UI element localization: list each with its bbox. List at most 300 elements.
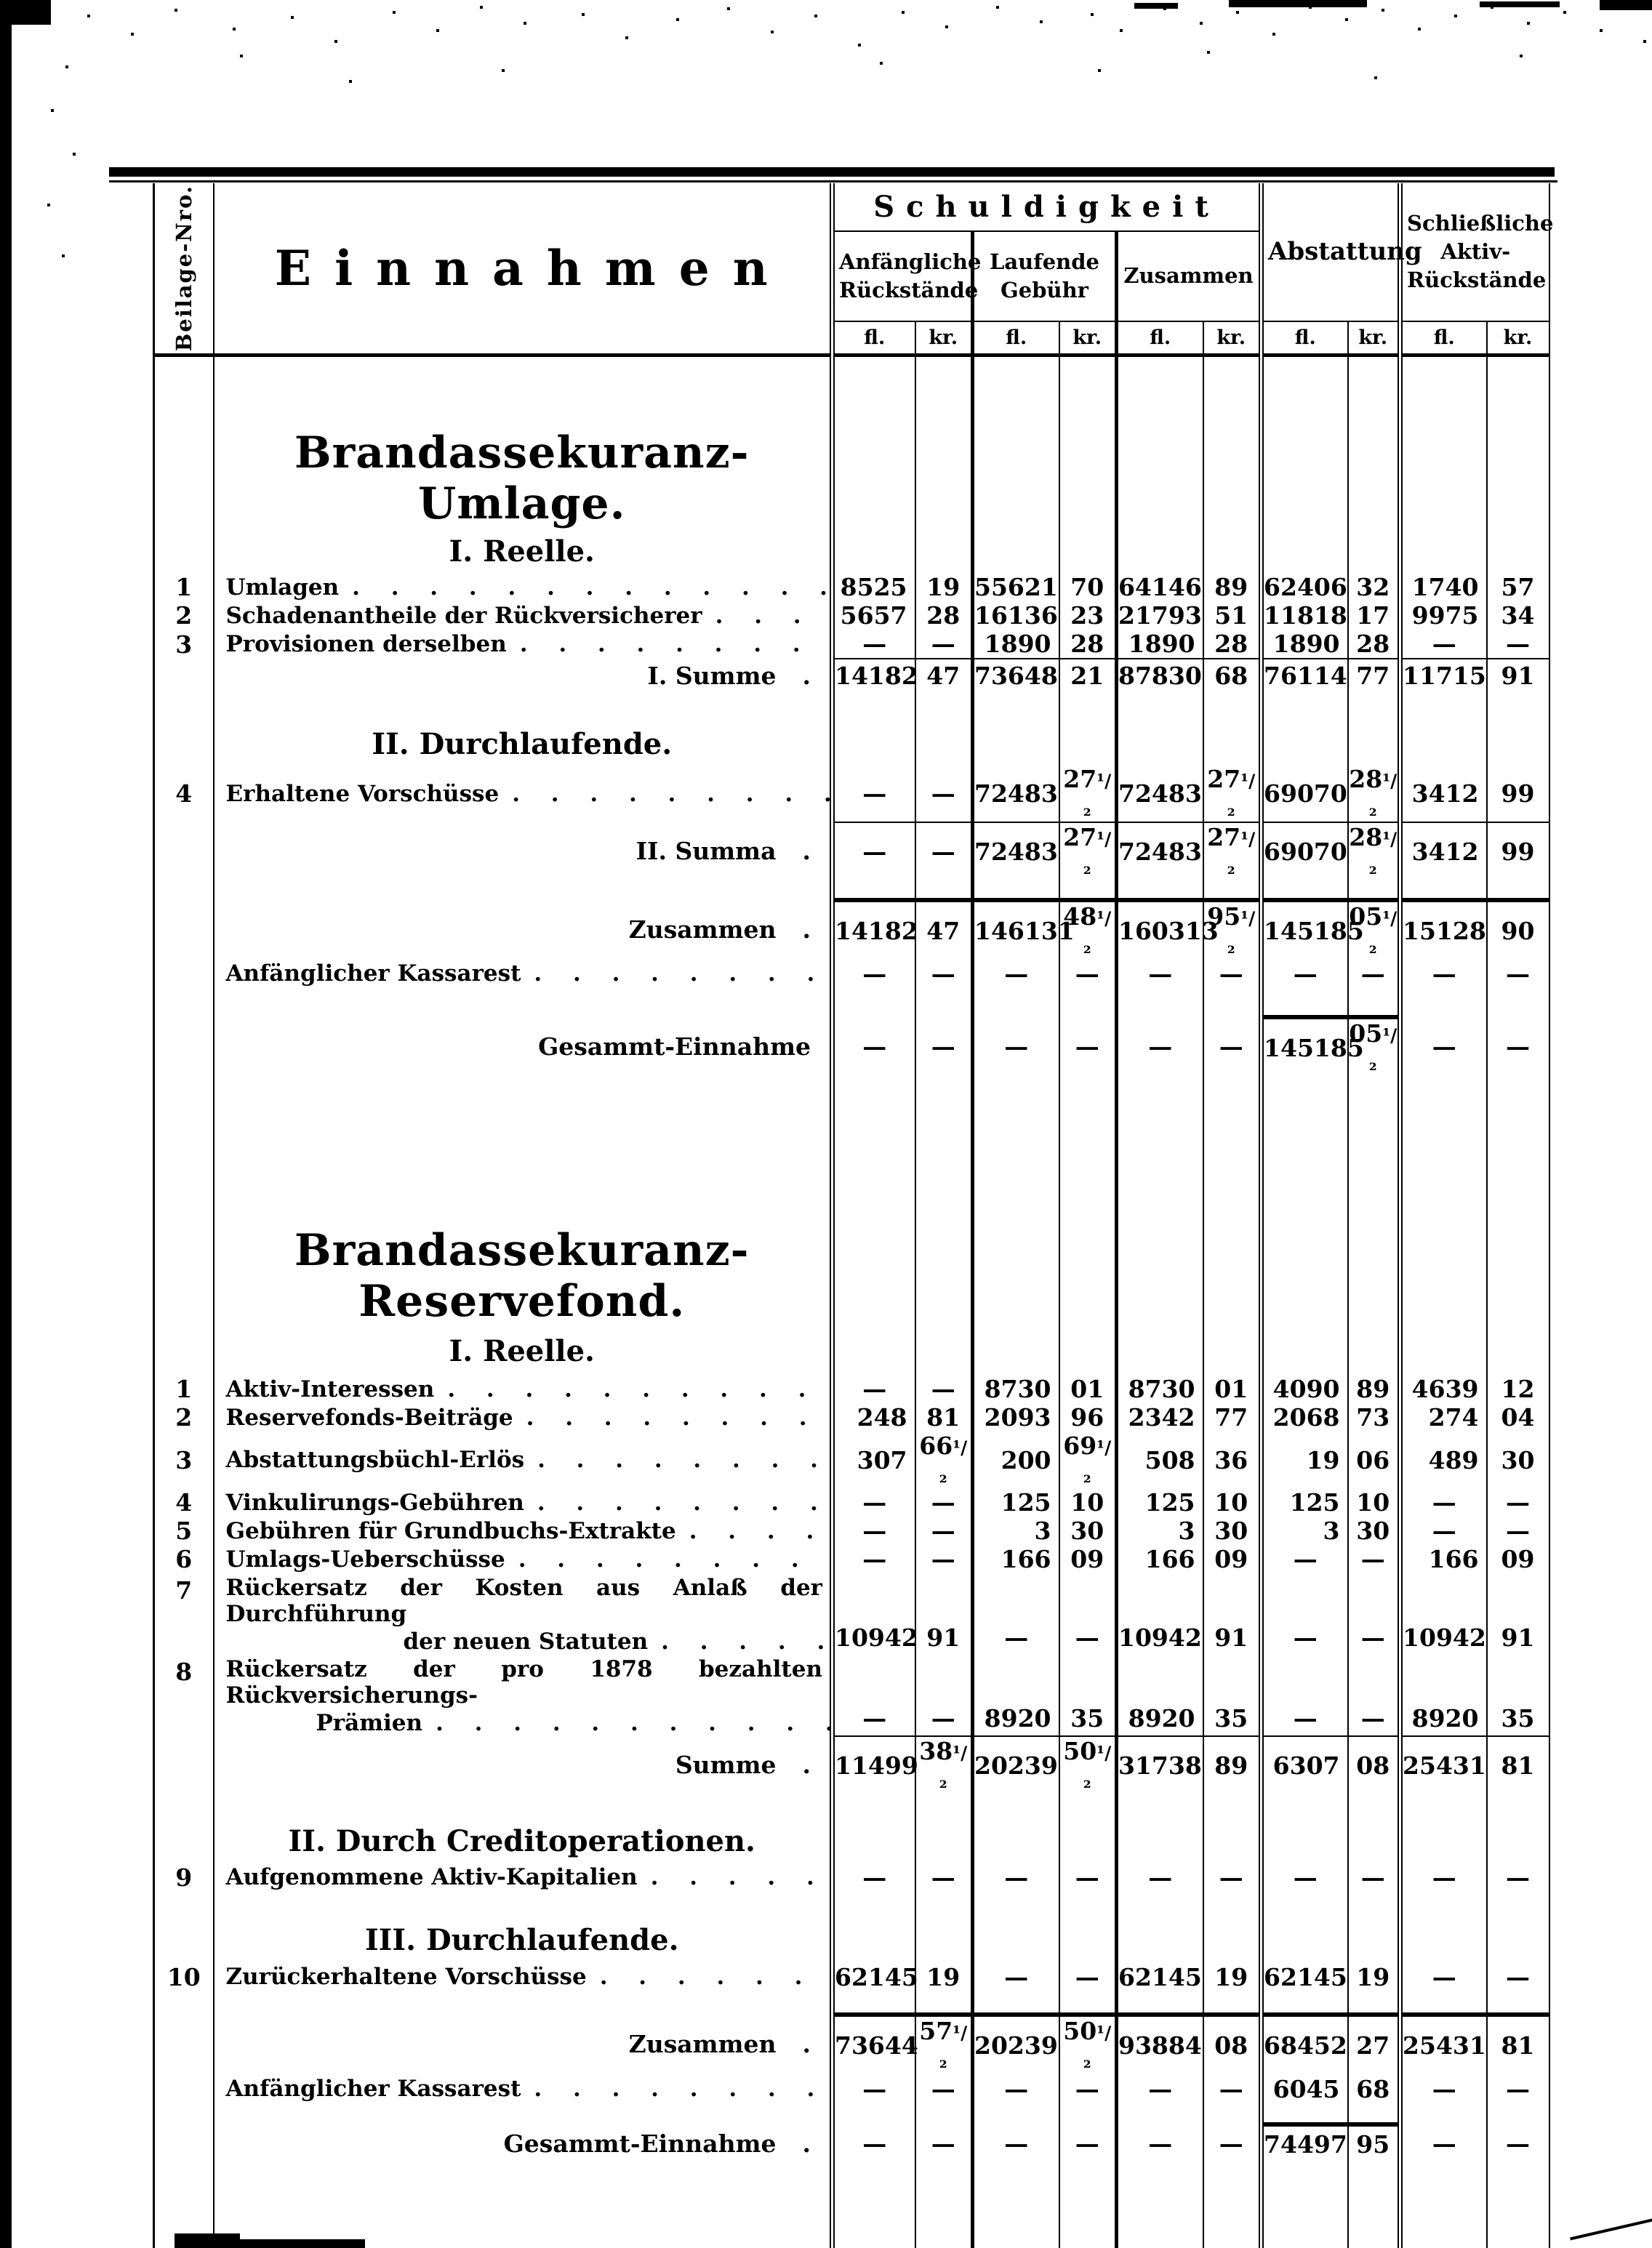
amount-kr: — — [1487, 2124, 1549, 2162]
amount-kr: 36 — [1203, 1432, 1262, 1488]
item-number — [154, 1076, 214, 1225]
amount-kr — [1203, 1892, 1262, 1919]
amount-kr — [1487, 2162, 1549, 2248]
amount-fl: 166 — [1117, 1545, 1203, 1573]
amount-fl: — — [1262, 1545, 1348, 1573]
spacer-row — [154, 1993, 1549, 2015]
amount-kr: — — [915, 1375, 973, 1403]
amount-fl — [833, 1794, 915, 1820]
table-row — [154, 2074, 1549, 2104]
amount-fl: 20239 — [973, 2015, 1059, 2074]
amount-kr — [1203, 1993, 1262, 2015]
amount-kr: 06 — [1348, 1432, 1400, 1488]
leader-dots — [521, 960, 830, 987]
item-label: Erhaltene Vorschüsse . . . — [214, 765, 833, 822]
amount-kr: 09 — [1487, 1545, 1549, 1573]
amount-kr: 38¹/₂ — [915, 1736, 973, 1794]
amount-kr: 47 — [915, 900, 973, 959]
amount-fl — [1262, 1993, 1348, 2015]
amount-kr: 27 — [1348, 2015, 1400, 2074]
amount-fl — [833, 1820, 915, 1862]
amount-fl: 14182 — [833, 900, 915, 959]
amount-fl — [833, 988, 915, 1017]
amount-fl: 20239 — [973, 1736, 1059, 1794]
item-label: Abstattungsbüchl-Erlös . . . — [214, 1432, 833, 1488]
leader-dots — [524, 1490, 830, 1516]
amount-kr: — — [1059, 1961, 1117, 1993]
amount-fl: 307 — [833, 1432, 915, 1488]
amount-kr: 30 — [1203, 1517, 1262, 1545]
amount-kr — [915, 1892, 973, 1919]
amount-fl — [833, 529, 915, 573]
amount-fl: 3 — [1262, 1517, 1348, 1545]
table-row — [154, 1862, 1549, 1892]
table-row — [154, 1655, 1549, 1736]
amount-fl: 8920 — [1117, 1655, 1203, 1736]
scan-blob-topleft — [0, 0, 51, 25]
amount-fl: 1890 — [1262, 630, 1348, 659]
amount-kr: — — [915, 630, 973, 659]
amount-fl — [1262, 723, 1348, 765]
amount-fl: 2093 — [973, 1403, 1059, 1432]
amount-kr: 30 — [1487, 1432, 1549, 1488]
amount-kr — [1059, 988, 1117, 1017]
amount-fl: — — [1262, 1655, 1348, 1736]
amount-fl: 9975 — [1400, 601, 1487, 630]
amount-fl: 87830 — [1117, 659, 1203, 692]
amount-kr: — — [1487, 959, 1549, 988]
unit-fl-header: fl. — [1262, 321, 1348, 355]
amount-fl — [1400, 880, 1487, 900]
amount-kr: 35 — [1203, 1655, 1262, 1736]
amount-kr — [1348, 2162, 1400, 2248]
amount-fl — [1117, 723, 1203, 765]
amount-kr: 90 — [1487, 900, 1549, 959]
amount-kr: 27¹/₂ — [1059, 822, 1117, 880]
amount-fl: 1890 — [1117, 630, 1203, 659]
amount-kr: 51 — [1203, 601, 1262, 630]
amount-kr: 27¹/₂ — [1203, 822, 1262, 880]
amount-fl: 19 — [1262, 1432, 1348, 1488]
spacer-row — [154, 355, 1549, 427]
amount-fl — [1262, 1919, 1348, 1961]
amount-fl: 21793 — [1117, 601, 1203, 630]
amount-kr: 30 — [1059, 1517, 1117, 1545]
scan-edge-left — [0, 0, 12, 2248]
amount-fl: — — [1400, 630, 1487, 659]
amount-kr: 08 — [1348, 1736, 1400, 1794]
amount-fl: — — [1400, 1488, 1487, 1517]
amount-kr — [1059, 427, 1117, 529]
amount-kr: 21 — [1059, 659, 1117, 692]
amount-fl — [1117, 1076, 1203, 1225]
amount-fl: 1890 — [973, 630, 1059, 659]
amount-kr — [1348, 1327, 1400, 1375]
item-number: 1 — [154, 573, 214, 601]
amount-kr: 01 — [1059, 1375, 1117, 1403]
amount-fl: 76114 — [1262, 659, 1348, 692]
item-number: 4 — [154, 1488, 214, 1517]
amount-kr: 89 — [1203, 573, 1262, 601]
item-label: Zurückerhaltene Vorschüsse . . . — [214, 1961, 833, 1993]
amount-fl: — — [1400, 1017, 1487, 1076]
amount-fl: 25431 — [1400, 2015, 1487, 2074]
amount-fl — [1400, 1076, 1487, 1225]
amount-fl: 1740 — [1400, 573, 1487, 601]
amount-fl — [1117, 1892, 1203, 1919]
abstattung-header: Abstattung — [1262, 183, 1400, 321]
amount-kr — [915, 2162, 973, 2248]
amount-kr — [1059, 1919, 1117, 1961]
amount-fl — [833, 2104, 915, 2124]
table-row — [154, 1488, 1549, 1517]
amount-fl: — — [833, 2074, 915, 2104]
item-number — [154, 1327, 214, 1375]
amount-fl: 74497 — [1262, 2124, 1348, 2162]
amount-fl: 200 — [973, 1432, 1059, 1488]
amount-fl: — — [833, 1862, 915, 1892]
item-number: 7 — [154, 1573, 214, 1655]
item-number — [154, 988, 214, 1017]
table-body — [154, 355, 1549, 2248]
amount-fl — [1262, 1820, 1348, 1862]
table-row — [154, 2015, 1549, 2074]
table-row — [154, 900, 1549, 959]
amount-kr: 28¹/₂ — [1348, 822, 1400, 880]
amount-kr: 77 — [1348, 659, 1400, 692]
amount-fl: 274 — [1400, 1403, 1487, 1432]
item-label: Anfänglicher Kassarest . . . — [214, 959, 833, 988]
amount-fl: 14182 — [833, 659, 915, 692]
amount-fl — [973, 1327, 1059, 1375]
amount-fl: 4639 — [1400, 1375, 1487, 1403]
amount-kr: 81 — [915, 1403, 973, 1432]
amount-kr: 89 — [1203, 1736, 1262, 1794]
amount-fl: 6045 — [1262, 2074, 1348, 2104]
sum-label: Zusammen . — [214, 2015, 833, 2074]
leader-dots — [422, 1710, 830, 1736]
amount-kr — [1487, 529, 1549, 573]
amount-fl: — — [1117, 1017, 1203, 1076]
spacer-row — [154, 880, 1549, 900]
leader-dots — [702, 603, 830, 629]
amount-fl: 248 — [833, 1403, 915, 1432]
amount-kr — [1203, 427, 1262, 529]
item-number — [154, 2074, 214, 2104]
item-label: Umlags-Ueberschüsse . . . — [214, 1545, 833, 1573]
table-row — [154, 1736, 1549, 1794]
item-label: Reservefonds-Beiträge . . . — [214, 1403, 833, 1432]
spacer-row — [154, 692, 1549, 723]
amount-fl — [1262, 529, 1348, 573]
spacer-row — [154, 1076, 1549, 1225]
amount-kr: 50¹/₂ — [1059, 2015, 1117, 2074]
amount-fl — [1262, 1225, 1348, 1327]
leader-dots — [339, 574, 830, 601]
scan-smudge-top-4 — [1134, 3, 1178, 9]
amount-fl: 10942 — [1400, 1573, 1487, 1655]
amount-kr: 01 — [1203, 1375, 1262, 1403]
amount-kr — [915, 1225, 973, 1327]
amount-kr: 10 — [1059, 1488, 1117, 1517]
amount-fl: 69070 — [1262, 765, 1348, 822]
item-label: Provisionen derselben . . . — [214, 630, 833, 659]
amount-fl — [973, 880, 1059, 900]
amount-kr — [1487, 1076, 1549, 1225]
amount-fl: — — [1400, 1862, 1487, 1892]
amount-fl: 72483 — [1117, 822, 1203, 880]
amount-fl — [833, 1919, 915, 1961]
amount-fl: 3412 — [1400, 822, 1487, 880]
amount-kr: — — [915, 1545, 973, 1573]
amount-kr: — — [915, 822, 973, 880]
item-number — [154, 427, 214, 529]
amount-kr — [1203, 529, 1262, 573]
amount-kr: 47 — [915, 659, 973, 692]
amount-kr: 68 — [1348, 2074, 1400, 2104]
amount-kr: 27¹/₂ — [1059, 765, 1117, 822]
item-label: Umlagen . . . — [214, 573, 833, 601]
amount-fl — [1400, 1993, 1487, 2015]
amount-kr: 91 — [1487, 659, 1549, 692]
table-row — [154, 1017, 1549, 1076]
amount-kr — [915, 1327, 973, 1375]
amount-kr — [1348, 1892, 1400, 1919]
amount-kr — [1059, 1794, 1117, 1820]
amount-fl: 62145 — [1117, 1961, 1203, 1993]
amount-kr — [915, 988, 973, 1017]
amount-kr — [1487, 427, 1549, 529]
amount-kr: 91 — [1203, 1573, 1262, 1655]
amount-fl — [1117, 1794, 1203, 1820]
scan-speckles — [0, 0, 3, 3]
amount-fl: — — [1117, 2124, 1203, 2162]
amount-fl — [833, 692, 915, 723]
schliessliche-header: Schließliche Aktiv-Rückstände — [1400, 183, 1549, 321]
amount-fl — [973, 1820, 1059, 1862]
amount-fl: 3412 — [1400, 765, 1487, 822]
amount-kr: — — [1203, 2074, 1262, 2104]
amount-fl — [1117, 355, 1203, 427]
amount-kr: — — [1487, 2074, 1549, 2104]
amount-fl: 125 — [973, 1488, 1059, 1517]
subsection-title: I. Reelle. — [214, 529, 833, 573]
amount-fl: 8730 — [1117, 1375, 1203, 1403]
amount-fl: 69070 — [1262, 822, 1348, 880]
amount-kr — [1059, 1820, 1117, 1862]
amount-fl: — — [833, 1488, 915, 1517]
amount-kr — [915, 1820, 973, 1862]
amount-kr: 99 — [1487, 822, 1549, 880]
amount-fl — [833, 1327, 915, 1375]
amount-fl: — — [833, 1375, 915, 1403]
table-row — [154, 1961, 1549, 1993]
leader-dots — [587, 1964, 830, 1990]
amount-kr: — — [1059, 1862, 1117, 1892]
amount-kr: 09 — [1059, 1545, 1117, 1573]
amount-fl: 93884 — [1117, 2015, 1203, 2074]
amount-fl — [833, 1225, 915, 1327]
unit-kr-header: kr. — [1487, 321, 1549, 355]
amount-fl: 3 — [973, 1517, 1059, 1545]
unit-kr-header: kr. — [915, 321, 973, 355]
table-row — [154, 822, 1549, 880]
amount-kr — [915, 880, 973, 900]
scan-smudge-top-1 — [1229, 0, 1367, 7]
amount-fl — [1117, 988, 1203, 1017]
item-number — [154, 1820, 214, 1862]
amount-kr — [1059, 529, 1117, 573]
amount-kr: — — [1487, 630, 1549, 659]
amount-fl — [833, 427, 915, 529]
item-label: Schadenantheile der Rückversicherer . . . — [214, 601, 833, 630]
item-label: Vinkulirungs-Gebühren . . . — [214, 1488, 833, 1517]
amount-fl: — — [833, 1655, 915, 1736]
amount-fl: 73648 — [973, 659, 1059, 692]
amount-kr — [1348, 692, 1400, 723]
amount-fl: 11715 — [1400, 659, 1487, 692]
amount-kr: — — [1487, 1488, 1549, 1517]
amount-kr — [1487, 1794, 1549, 1820]
amount-kr — [1203, 988, 1262, 1017]
amount-fl — [1400, 2104, 1487, 2124]
amount-kr: 28¹/₂ — [1348, 765, 1400, 822]
amount-fl: 145185 — [1262, 900, 1348, 959]
table-row — [154, 959, 1549, 988]
sum-label: Zusammen . — [214, 900, 833, 959]
amount-kr: 27¹/₂ — [1203, 765, 1262, 822]
amount-kr — [1487, 692, 1549, 723]
amount-fl: 125 — [1262, 1488, 1348, 1517]
empty-label — [214, 692, 833, 723]
amount-fl — [973, 1892, 1059, 1919]
amount-fl: 62145 — [833, 1961, 915, 1993]
table-row — [154, 2124, 1549, 2162]
sum-label: II. Summa . — [214, 822, 833, 880]
item-number: 6 — [154, 1545, 214, 1573]
item-label: Aufgenommene Aktiv-Kapitalien . . . — [214, 1862, 833, 1892]
einnahmen-title: Einnahmen — [274, 239, 791, 297]
leader-dots — [513, 1405, 830, 1431]
ledger-table — [153, 183, 1554, 2248]
amount-fl — [1117, 692, 1203, 723]
leader-dots — [676, 1518, 830, 1544]
table-header — [154, 183, 1554, 355]
amount-fl: — — [833, 2124, 915, 2162]
table-row — [154, 1403, 1549, 1432]
amount-kr — [1059, 692, 1117, 723]
amount-kr: 96 — [1059, 1403, 1117, 1432]
amount-fl: 8920 — [973, 1655, 1059, 1736]
amount-fl — [973, 692, 1059, 723]
amount-kr: 99 — [1487, 765, 1549, 822]
amount-kr: 68 — [1203, 659, 1262, 692]
amount-fl: 8920 — [1400, 1655, 1487, 1736]
amount-kr — [915, 355, 973, 427]
amount-kr — [1487, 1993, 1549, 2015]
amount-fl — [973, 1993, 1059, 2015]
amount-fl: 72483 — [973, 765, 1059, 822]
amount-kr: 28 — [1348, 630, 1400, 659]
amount-kr: — — [915, 1488, 973, 1517]
item-number — [154, 900, 214, 959]
amount-kr — [915, 1993, 973, 2015]
table-top-rule-thin — [109, 180, 1557, 182]
amount-kr: 19 — [1203, 1961, 1262, 1993]
sum-label: Gesammt-Einnahme . — [214, 2124, 833, 2162]
beilage-nro-header — [154, 183, 214, 355]
amount-fl: 2342 — [1117, 1403, 1203, 1432]
amount-fl: 6307 — [1262, 1736, 1348, 1794]
amount-fl — [1400, 1794, 1487, 1820]
amount-kr: — — [915, 2074, 973, 2104]
amount-fl: — — [1400, 1961, 1487, 1993]
amount-fl: 68452 — [1262, 2015, 1348, 2074]
amount-fl: — — [973, 1573, 1059, 1655]
amount-kr: — — [1348, 1655, 1400, 1736]
amount-kr — [1203, 880, 1262, 900]
amount-kr — [1348, 1794, 1400, 1820]
item-number — [154, 1892, 214, 1919]
amount-fl: 166 — [1400, 1545, 1487, 1573]
amount-kr: 05¹/₂ — [1348, 900, 1400, 959]
amount-kr: 28 — [1059, 630, 1117, 659]
amount-fl — [1400, 529, 1487, 573]
amount-kr — [1203, 1076, 1262, 1225]
amount-kr: 73 — [1348, 1403, 1400, 1432]
amount-kr — [1059, 355, 1117, 427]
amount-kr: 57¹/₂ — [915, 2015, 973, 2074]
amount-kr: 19 — [1348, 1961, 1400, 1993]
amount-kr — [1059, 2104, 1117, 2124]
table-row — [154, 529, 1549, 573]
amount-kr — [1059, 1225, 1117, 1327]
table-row — [154, 427, 1549, 529]
spacer-row — [154, 1892, 1549, 1919]
item-number: 5 — [154, 1517, 214, 1545]
amount-kr: — — [1348, 1545, 1400, 1573]
item-label: Gebühren für Grundbuchs-Extrakte . . . — [214, 1517, 833, 1545]
sum-label: Summe . — [214, 1736, 833, 1794]
amount-kr: — — [1059, 1573, 1117, 1655]
amount-kr: — — [1059, 2074, 1117, 2104]
amount-fl — [973, 1225, 1059, 1327]
table-row — [154, 630, 1549, 659]
amount-fl — [1262, 692, 1348, 723]
amount-kr: 12 — [1487, 1375, 1549, 1403]
amount-kr — [1059, 1076, 1117, 1225]
amount-fl — [833, 880, 915, 900]
amount-fl — [1117, 1820, 1203, 1862]
item-number: 3 — [154, 1432, 214, 1488]
amount-kr — [1203, 1919, 1262, 1961]
item-number — [154, 2124, 214, 2162]
amount-fl: — — [833, 822, 915, 880]
amount-fl — [1117, 880, 1203, 900]
table-row — [154, 1517, 1549, 1545]
amount-fl: — — [1117, 1862, 1203, 1892]
amount-kr — [1487, 1892, 1549, 1919]
amount-kr: 50¹/₂ — [1059, 1736, 1117, 1794]
leader-dots — [507, 631, 830, 657]
amount-kr: 19 — [915, 1961, 973, 1993]
amount-fl: — — [1400, 2124, 1487, 2162]
unit-fl-header: fl. — [1400, 321, 1487, 355]
item-number — [154, 1794, 214, 1820]
amount-kr — [915, 692, 973, 723]
amount-kr: 77 — [1203, 1403, 1262, 1432]
empty-label — [214, 1993, 833, 2015]
